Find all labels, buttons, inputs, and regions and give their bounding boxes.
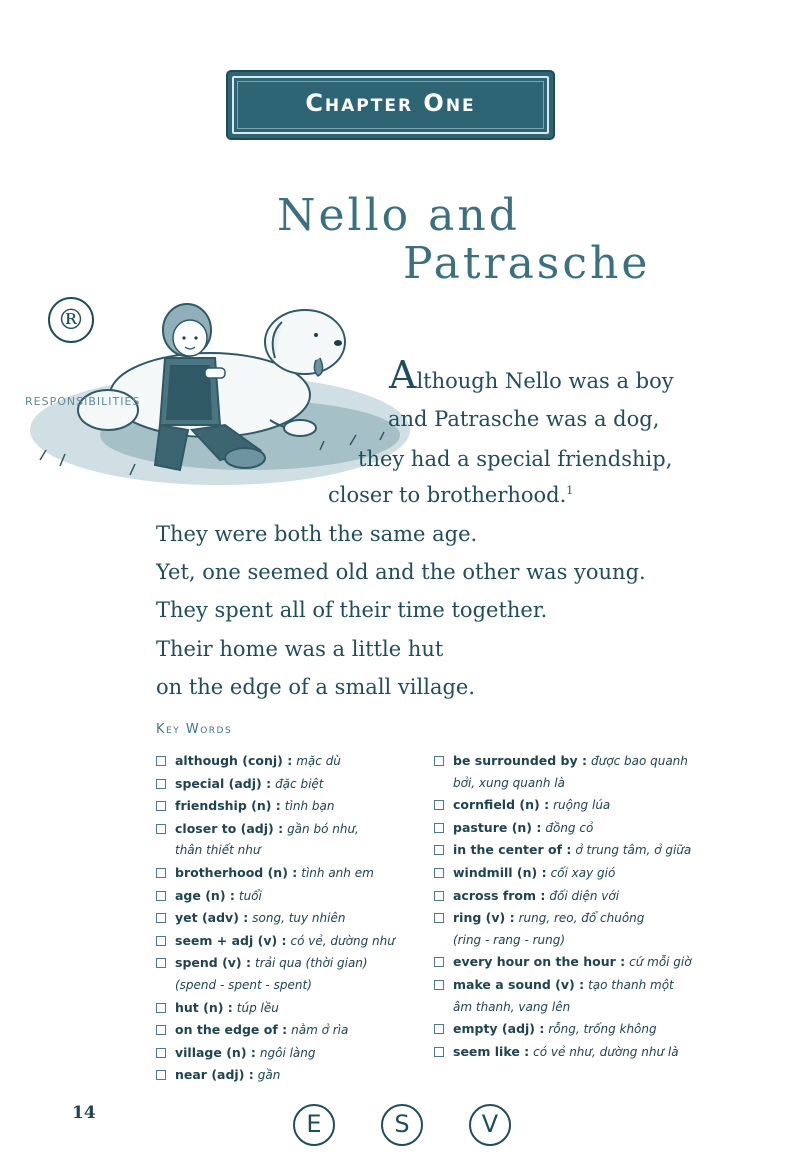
checkbox-icon[interactable] — [156, 824, 166, 834]
checkbox-icon[interactable] — [156, 801, 166, 811]
key-word-item[interactable]: friendship (n) : tình bạn — [156, 795, 426, 818]
key-word-item[interactable]: seem + adj (v) : có vẻ, dường như — [156, 930, 426, 953]
checkbox-icon[interactable] — [434, 913, 444, 923]
checkbox-icon[interactable] — [156, 913, 166, 923]
key-word-item[interactable]: spend (v) : trải qua (thời gian) (spend - spent - spent) — [156, 952, 426, 996]
checkbox-icon[interactable] — [434, 868, 444, 878]
key-word-item[interactable]: age (n) : tuổi — [156, 885, 426, 908]
story-line-4-text: closer to brotherhood. — [328, 483, 567, 507]
checkbox-icon[interactable] — [156, 868, 166, 878]
story-title-line-2: Patrasche — [403, 238, 651, 289]
key-word-item[interactable]: across from : đối diện với — [434, 885, 764, 908]
key-word-item[interactable]: cornfield (n) : ruộng lúa — [434, 794, 764, 817]
checkbox-icon[interactable] — [156, 1003, 166, 1013]
story-line-9: on the edge of a small village. — [156, 675, 476, 699]
checkbox-icon[interactable] — [434, 891, 444, 901]
story-line-4 — [328, 483, 573, 507]
story-line-5: They were both the same age. — [156, 522, 478, 546]
chapter-banner — [228, 72, 553, 138]
key-word-item[interactable]: seem like : có vẻ như, dường như là — [434, 1041, 764, 1064]
key-word-item[interactable]: every hour on the hour : cứ mỗi giờ — [434, 951, 764, 974]
chapter-heading: Chapter One — [305, 89, 476, 117]
story-line-7: They spent all of their time together. — [156, 598, 548, 622]
story-line-8: Their home was a little hut — [156, 637, 444, 661]
story-line-6: Yet, one seemed old and the other was young. — [156, 560, 646, 584]
story-title-line-1: Nello and — [277, 190, 520, 241]
badge-v: V — [469, 1104, 511, 1146]
checkbox-icon[interactable] — [156, 1070, 166, 1080]
checkbox-icon[interactable] — [434, 845, 444, 855]
key-word-item[interactable]: pasture (n) : đồng cỏ — [434, 817, 764, 840]
key-word-item[interactable]: on the edge of : nằm ở rìa — [156, 1019, 426, 1042]
checkbox-icon[interactable] — [156, 958, 166, 968]
checkbox-icon[interactable] — [156, 891, 166, 901]
story-line-2: and Patrasche was a dog, — [388, 407, 660, 431]
key-words-left-column — [156, 750, 426, 1087]
checkbox-icon[interactable] — [156, 936, 166, 946]
key-word-item[interactable]: ring (v) : rung, reo, đổ chuông (ring - rang - rung) — [434, 907, 764, 951]
key-word-item[interactable]: near (adj) : gần — [156, 1064, 426, 1087]
key-words-heading: Key Words — [156, 722, 233, 737]
registered-mark-icon: ® — [48, 297, 94, 343]
checkbox-icon[interactable] — [434, 823, 444, 833]
story-line-1 — [389, 353, 674, 397]
badge-s: S — [381, 1104, 423, 1146]
key-word-item[interactable]: yet (adv) : song, tuy nhiên — [156, 907, 426, 930]
checkbox-icon[interactable] — [156, 1048, 166, 1058]
key-word-item[interactable]: be surrounded by : được bao quanh bởi, xung quanh là — [434, 750, 764, 794]
key-word-item[interactable]: in the center of : ở trung tâm, ở giữa — [434, 839, 764, 862]
checkbox-icon[interactable] — [434, 800, 444, 810]
checkbox-icon[interactable] — [156, 1025, 166, 1035]
key-word-item[interactable]: windmill (n) : cối xay gió — [434, 862, 764, 885]
key-word-item[interactable]: closer to (adj) : gần bó như, thân thiết như — [156, 818, 426, 862]
checkbox-icon[interactable] — [434, 980, 444, 990]
key-word-item[interactable]: hut (n) : túp lều — [156, 997, 426, 1020]
checkbox-icon[interactable] — [434, 1047, 444, 1057]
story-line-3: they had a special friendship, — [358, 447, 673, 471]
checkbox-icon[interactable] — [434, 756, 444, 766]
badge-e: E — [293, 1104, 335, 1146]
watermark-text: RESPONSIBILITIES — [25, 395, 141, 408]
checkbox-icon[interactable] — [434, 957, 444, 967]
key-words-right-column — [434, 750, 764, 1063]
key-word-item[interactable]: brotherhood (n) : tình anh em — [156, 862, 426, 885]
footnote-marker: 1 — [566, 484, 574, 497]
drop-cap: A — [389, 353, 417, 397]
checkbox-icon[interactable] — [434, 1024, 444, 1034]
key-word-item[interactable]: make a sound (v) : tạo thanh một âm thanh, vang lên — [434, 974, 764, 1018]
key-word-item[interactable]: although (conj) : mặc dù — [156, 750, 426, 773]
key-word-item[interactable]: village (n) : ngôi làng — [156, 1042, 426, 1065]
page-number: 14 — [72, 1103, 96, 1123]
checkbox-icon[interactable] — [156, 756, 166, 766]
key-word-item[interactable]: special (adj) : đặc biệt — [156, 773, 426, 796]
story-line-1-text: lthough Nello was a boy — [416, 369, 674, 393]
key-word-item[interactable]: empty (adj) : rỗng, trống không — [434, 1018, 764, 1041]
checkbox-icon[interactable] — [156, 779, 166, 789]
